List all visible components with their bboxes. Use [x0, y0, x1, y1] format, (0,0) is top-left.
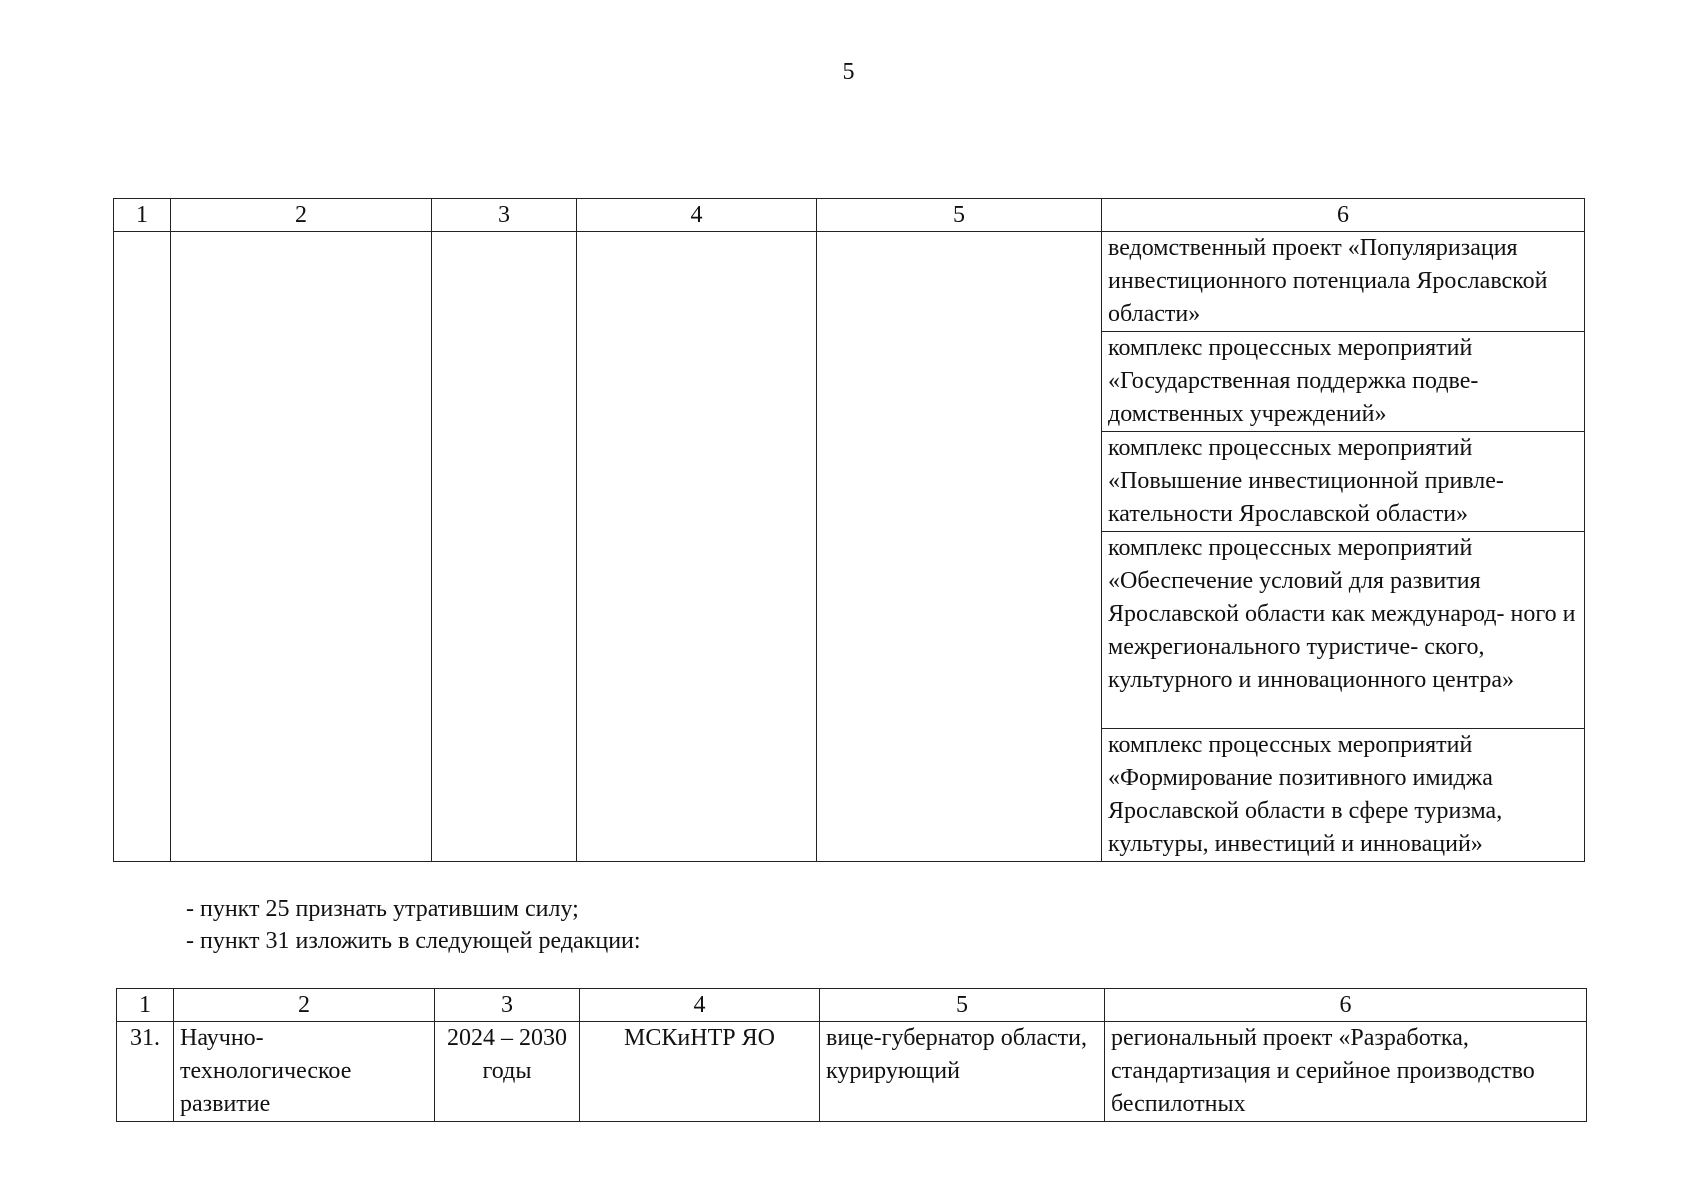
instruction-line-1: - пункт 25 признать утратившим силу; — [186, 896, 579, 922]
empty-cell — [817, 232, 1102, 862]
table-header-row — [114, 199, 1585, 232]
column-header-6: 6 — [1102, 199, 1585, 232]
empty-cell — [171, 232, 432, 862]
table-row — [117, 1022, 1587, 1122]
program-table-continued — [113, 198, 1585, 862]
column-header-2: 2 — [171, 199, 432, 232]
structure-item: комплекс процессных мероприятий «Повышение инвестиционной привле- кательности Ярославской области» — [1102, 432, 1585, 532]
column-header-2: 2 — [174, 989, 435, 1022]
curator: вице-губернатор области, курирующий — [820, 1022, 1105, 1122]
column-header-3: 3 — [435, 989, 580, 1022]
program-name: Научно- технологическое развитие — [174, 1022, 435, 1122]
structure-item: комплекс процессных мероприятий «Обеспечение условий для развития Ярославской области как международ- ного и межрегионального туристиче- ского, культурного и инновационного центра» — [1102, 532, 1585, 729]
column-header-4: 4 — [577, 199, 817, 232]
executor: МСКиНТР ЯО — [580, 1022, 820, 1122]
structure-item: ведомственный проект «Популяризация инвестиционного потенциала Ярославской области» — [1102, 232, 1585, 332]
structure-item: региональный проект «Разработка, стандартизация и серийное производство беспилотных — [1105, 1022, 1587, 1122]
structure-item: комплекс процессных мероприятий «Государственная поддержка подве- домственных учреждений» — [1102, 332, 1585, 432]
empty-cell — [432, 232, 577, 862]
empty-cell — [114, 232, 171, 862]
column-header-5: 5 — [820, 989, 1105, 1022]
page-number: 5 — [842, 59, 855, 85]
table-row — [114, 232, 1585, 332]
table-header-row — [117, 989, 1587, 1022]
column-header-5: 5 — [817, 199, 1102, 232]
empty-cell — [577, 232, 817, 862]
item-number: 31. — [117, 1022, 174, 1122]
column-header-6: 6 — [1105, 989, 1587, 1022]
period: 2024 – 2030 годы — [435, 1022, 580, 1122]
structure-item: комплекс процессных мероприятий «Формирование позитивного имиджа Ярославской области в сфере туризма, культуры, инвестиций и инноваций» — [1102, 729, 1585, 862]
column-header-3: 3 — [432, 199, 577, 232]
column-header-1: 1 — [114, 199, 171, 232]
column-header-1: 1 — [117, 989, 174, 1022]
program-table-item-31 — [116, 988, 1587, 1122]
instruction-line-2: - пункт 31 изложить в следующей редакции: — [186, 928, 641, 954]
column-header-4: 4 — [580, 989, 820, 1022]
